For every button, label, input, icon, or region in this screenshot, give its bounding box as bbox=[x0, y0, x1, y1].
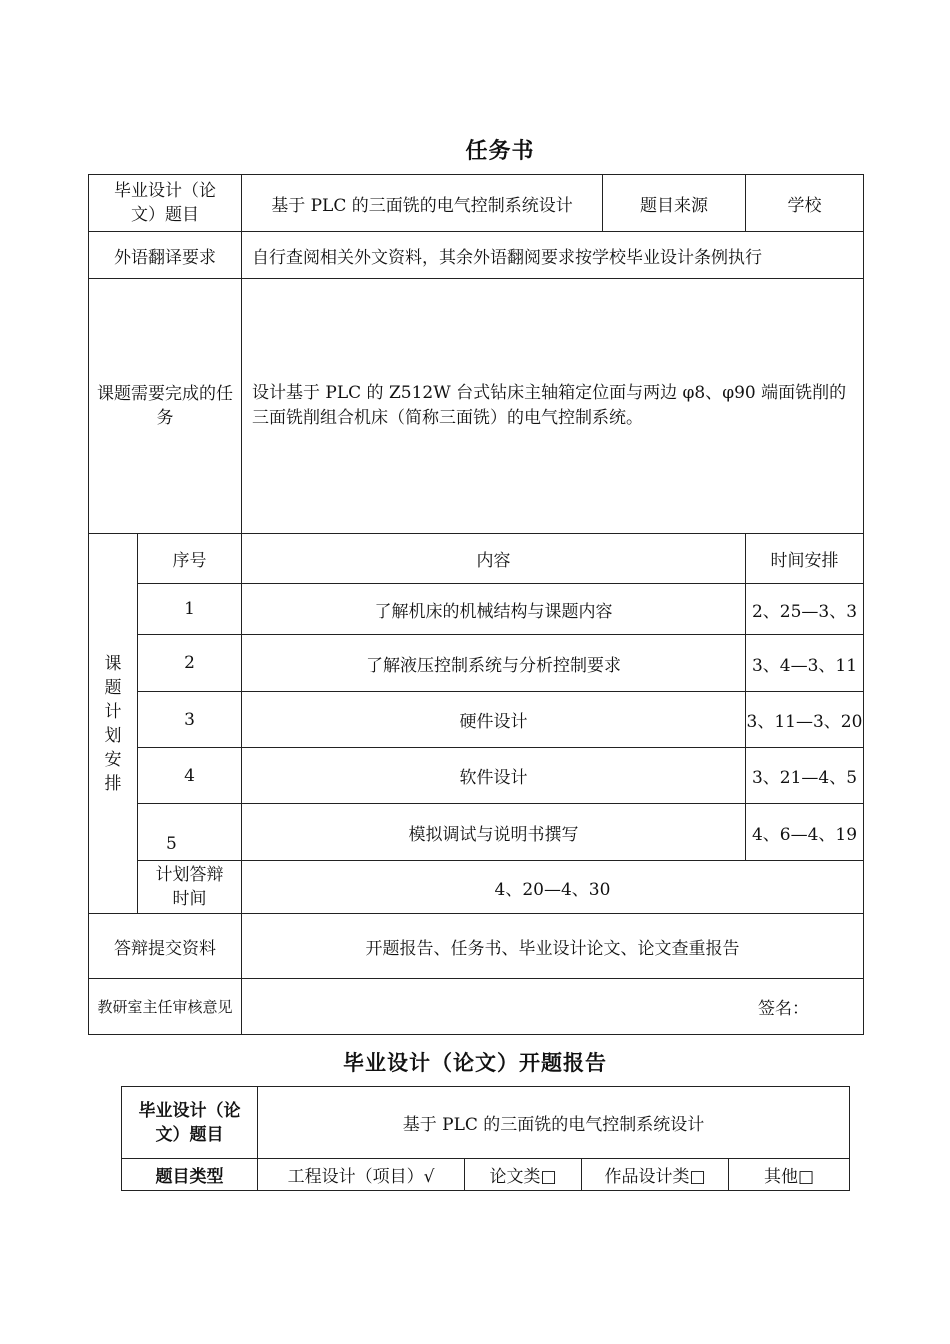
proposal-table bbox=[121, 1086, 850, 1191]
source-label: 题目来源 bbox=[603, 175, 746, 232]
plan-row-content: 模拟调试与说明书撰写 bbox=[242, 804, 746, 861]
signature-label: 签名： bbox=[242, 979, 864, 1035]
plan-header-time: 时间安排 bbox=[746, 534, 864, 584]
materials-label: 答辩提交资料 bbox=[89, 914, 242, 979]
task-value: 设计基于 PLC 的 Z512W 台式钻床主轴箱定位面与两边 φ8、φ90 端面铣削的三面铣削组合机床（简称三面铣）的电气控制系统。 bbox=[242, 279, 864, 534]
plan-row-no: 2 bbox=[138, 635, 242, 692]
plan-row-time: 3、11—3、20 bbox=[746, 692, 864, 748]
plan-row-time: 2、25—3、3 bbox=[746, 584, 864, 635]
plan-label: 课题计划安排 bbox=[89, 534, 138, 914]
plan-row-time: 4、6—4、19 bbox=[746, 804, 864, 861]
plan-row-content: 了解机床的机械结构与课题内容 bbox=[242, 584, 746, 635]
review-label: 教研室主任审核意见 bbox=[89, 979, 242, 1035]
task-book-title: 任务书 bbox=[465, 138, 535, 164]
proposal-title: 毕业设计（论文）开题报告 bbox=[343, 1050, 607, 1075]
plan-row-content: 了解液压控制系统与分析控制要求 bbox=[242, 635, 746, 692]
type-option-engineering[interactable]: 工程设计（项目）√ bbox=[258, 1159, 465, 1191]
plan-row-content: 软件设计 bbox=[242, 748, 746, 804]
defense-time-label: 计划答辩时间 bbox=[138, 861, 242, 914]
topic-label: 毕业设计（论文）题目 bbox=[89, 175, 242, 232]
plan-row-no: 3 bbox=[138, 692, 242, 748]
translation-value: 自行查阅相关外文资料，其余外语翻阅要求按学校毕业设计条例执行 bbox=[242, 232, 864, 279]
topic-value: 基于 PLC 的三面铣的电气控制系统设计 bbox=[242, 175, 603, 232]
type-option-other[interactable]: 其他□ bbox=[729, 1159, 850, 1191]
translation-label: 外语翻译要求 bbox=[89, 232, 242, 279]
plan-row-no: 5 bbox=[138, 804, 242, 861]
task-book-table bbox=[88, 174, 864, 1035]
plan-header-content: 内容 bbox=[242, 534, 746, 584]
defense-time-value: 4、20—4、30 bbox=[242, 861, 864, 914]
source-value: 学校 bbox=[746, 175, 864, 232]
type-option-thesis[interactable]: 论文类□ bbox=[465, 1159, 582, 1191]
materials-value: 开题报告、任务书、毕业设计论文、论文查重报告 bbox=[242, 914, 864, 979]
plan-row-no: 4 bbox=[138, 748, 242, 804]
plan-row-no: 1 bbox=[138, 584, 242, 635]
plan-row-time: 3、4—3、11 bbox=[746, 635, 864, 692]
proposal-topic-label: 毕业设计（论文）题目 bbox=[122, 1087, 258, 1159]
plan-row-time: 3、21—4、5 bbox=[746, 748, 864, 804]
type-label: 题目类型 bbox=[122, 1159, 258, 1191]
type-option-work-design[interactable]: 作品设计类□ bbox=[582, 1159, 729, 1191]
task-label: 课题需要完成的任务 bbox=[89, 279, 242, 534]
proposal-topic-value: 基于 PLC 的三面铣的电气控制系统设计 bbox=[258, 1087, 850, 1159]
plan-row-content: 硬件设计 bbox=[242, 692, 746, 748]
plan-header-no: 序号 bbox=[138, 534, 242, 584]
